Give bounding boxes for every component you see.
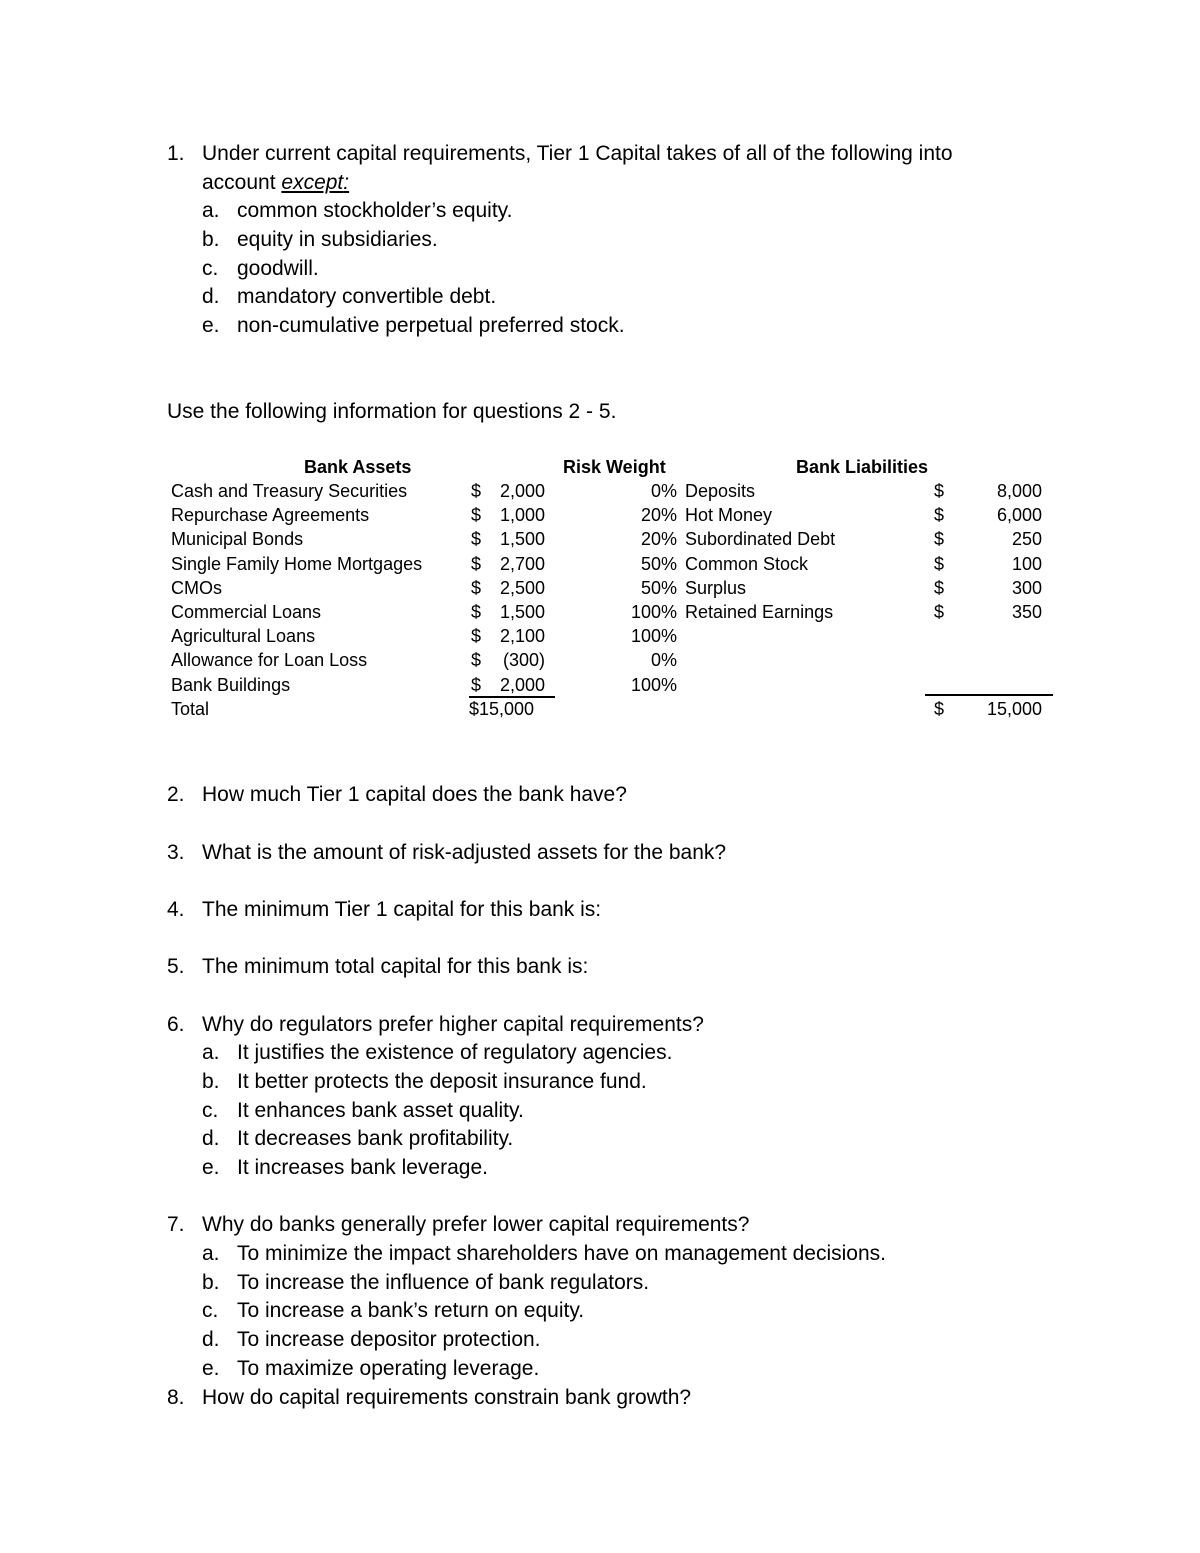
option-text: To minimize the impact shareholders have on management decisions. [237, 1242, 887, 1265]
option-text: It justifies the existence of regulatory agencies. [237, 1041, 673, 1064]
liability-name: Hot Money [685, 505, 773, 526]
option [202, 1125, 513, 1154]
asset-amount: 2,000 [499, 674, 545, 695]
asset-currency: $ [471, 553, 482, 574]
question-text: How much Tier 1 capital does the bank have? [202, 783, 627, 806]
header-bank-assets: Bank Assets [304, 457, 412, 477]
question-text: account [202, 171, 282, 194]
asset-name: Repurchase Agreements [171, 505, 370, 526]
option-letter: e. [202, 1156, 220, 1179]
option-text: non-cumulative perpetual preferred stock. [237, 314, 625, 337]
asset-amount: 1,500 [499, 529, 545, 550]
question-number: 1. [167, 142, 185, 165]
option-letter: c. [202, 1099, 219, 1122]
option [202, 1297, 584, 1326]
option-text: It increases bank leverage. [237, 1156, 488, 1179]
option-text: mandatory convertible debt. [237, 285, 497, 308]
question-number: 8. [167, 1386, 185, 1409]
question-1 [167, 140, 953, 169]
question-text: The minimum total capital for this bank is: [202, 955, 589, 978]
option [202, 1326, 541, 1355]
asset-amount: 2,100 [499, 626, 545, 647]
table-intro: Use the following information for questions 2 - 5. [167, 400, 617, 423]
liability-currency: $ [934, 602, 945, 622]
question-3 [167, 839, 726, 868]
option [202, 197, 512, 226]
liability-currency: $ [934, 553, 945, 574]
asset-amount: 1,000 [499, 505, 545, 526]
question-7 [167, 1211, 749, 1240]
risk-weight: 0% [650, 650, 677, 671]
liability-currency: $ [934, 577, 945, 598]
question-1-continuation [202, 169, 349, 198]
question-number: 4. [167, 898, 185, 921]
option-letter: b. [202, 228, 220, 251]
option-text: goodwill. [237, 257, 319, 280]
liability-name: Subordinated Debt [685, 529, 836, 550]
option-text: To increase depositor protection. [237, 1328, 541, 1351]
asset-name: CMOs [171, 577, 222, 598]
liability-amount: 250 [1011, 529, 1042, 550]
question-text: Under current capital requirements, Tier 1 Capital takes of all of the following into [202, 142, 953, 165]
question-6 [167, 1011, 704, 1040]
emphasis-colon: : [343, 171, 350, 194]
option [202, 1269, 649, 1298]
asset-currency: $ [471, 626, 482, 647]
question-text: How do capital requirements constrain bank growth? [202, 1386, 692, 1409]
option-letter: e. [202, 1357, 220, 1380]
question-text: What is the amount of risk-adjusted assets for the bank? [202, 841, 727, 864]
question-text: Why do regulators prefer higher capital requirements? [202, 1013, 704, 1036]
risk-weight: 50% [640, 577, 677, 598]
risk-weight: 100% [630, 626, 677, 647]
option [202, 1068, 647, 1097]
option [202, 283, 496, 312]
question-number: 2. [167, 783, 185, 806]
risk-weight: 20% [640, 529, 677, 550]
header-risk-weight: Risk Weight [563, 457, 666, 477]
option [202, 1355, 539, 1384]
risk-weight: 100% [630, 602, 677, 622]
option-text: To increase a bank’s return on equity. [237, 1299, 585, 1322]
header-bank-liabilities: Bank Liabilities [796, 457, 929, 477]
liability-amount: 300 [1011, 577, 1042, 598]
option-text: It better protects the deposit insurance fund. [237, 1070, 647, 1093]
option-letter: c. [202, 1299, 219, 1322]
asset-currency: $ [471, 602, 482, 622]
option [202, 226, 438, 255]
option-letter: e. [202, 314, 220, 337]
option [202, 1240, 886, 1269]
question-4 [167, 896, 601, 925]
total-liabilities-currency: $ [934, 699, 945, 719]
liability-currency: $ [934, 529, 945, 550]
option-text: To maximize operating leverage. [237, 1357, 540, 1380]
asset-amount: 1,500 [499, 602, 545, 622]
risk-weight: 100% [630, 674, 677, 695]
liability-amount: 100 [1011, 553, 1042, 574]
asset-amount: 2,500 [499, 577, 545, 598]
liability-amount: 8,000 [996, 481, 1042, 501]
question-2 [167, 781, 627, 810]
option-letter: a. [202, 1242, 220, 1265]
asset-currency: $ [471, 481, 482, 501]
asset-currency: $ [471, 650, 482, 671]
liability-name: Surplus [685, 577, 747, 598]
option-text: It decreases bank profitability. [237, 1127, 514, 1150]
asset-currency: $ [471, 577, 482, 598]
asset-name: Commercial Loans [171, 602, 322, 622]
liability-amount: 350 [1011, 602, 1042, 622]
asset-name: Allowance for Loan Loss [171, 650, 368, 671]
asset-currency: $ [471, 674, 482, 695]
option [202, 1097, 524, 1126]
risk-weight: 50% [640, 553, 677, 574]
question-number: 6. [167, 1013, 185, 1036]
liability-name: Common Stock [685, 553, 809, 574]
option-letter: d. [202, 1328, 220, 1351]
risk-weight: 20% [640, 505, 677, 526]
asset-amount: 2,700 [499, 553, 545, 574]
question-number: 5. [167, 955, 185, 978]
option-letter: d. [202, 1127, 220, 1150]
asset-name: Agricultural Loans [171, 626, 316, 647]
liability-name: Deposits [685, 481, 756, 501]
total-liabilities-value: 15,000 [986, 699, 1042, 719]
option-text: common stockholder’s equity. [237, 199, 513, 222]
option-text: To increase the influence of bank regulators. [237, 1271, 650, 1294]
option-letter: a. [202, 199, 220, 222]
total-label: Total [171, 699, 210, 719]
option-letter: b. [202, 1070, 220, 1093]
option-letter: d. [202, 285, 220, 308]
option [202, 1154, 488, 1183]
option-letter: c. [202, 257, 219, 280]
asset-amount: (300) [502, 650, 545, 671]
asset-name: Single Family Home Mortgages [171, 553, 423, 574]
asset-name: Bank Buildings [171, 674, 291, 695]
option [202, 255, 319, 284]
option-letter: a. [202, 1041, 220, 1064]
question-number: 3. [167, 841, 185, 864]
asset-currency: $ [471, 529, 482, 550]
question-number: 7. [167, 1213, 185, 1236]
option [202, 312, 625, 341]
option [202, 1039, 672, 1068]
asset-currency: $ [471, 505, 482, 526]
liability-currency: $ [934, 505, 945, 526]
question-text: Why do banks generally prefer lower capital requirements? [202, 1213, 750, 1236]
question-text: The minimum Tier 1 capital for this bank is: [202, 898, 602, 921]
option-text: It enhances bank asset quality. [237, 1099, 524, 1122]
option-letter: b. [202, 1271, 220, 1294]
question-8 [167, 1384, 691, 1413]
asset-amount: 2,000 [499, 481, 545, 501]
option-text: equity in subsidiaries. [237, 228, 438, 251]
liability-name: Retained Earnings [685, 602, 834, 622]
liability-currency: $ [934, 481, 945, 501]
risk-weight: 0% [650, 481, 677, 501]
liabilities-total-rule [925, 694, 1053, 696]
total-assets-value: $15,000 [469, 699, 535, 719]
emphasis-except: except [281, 171, 344, 194]
liability-amount: 6,000 [996, 505, 1042, 526]
question-5 [167, 953, 588, 982]
asset-name: Municipal Bonds [171, 529, 304, 550]
asset-name: Cash and Treasury Securities [171, 481, 408, 501]
